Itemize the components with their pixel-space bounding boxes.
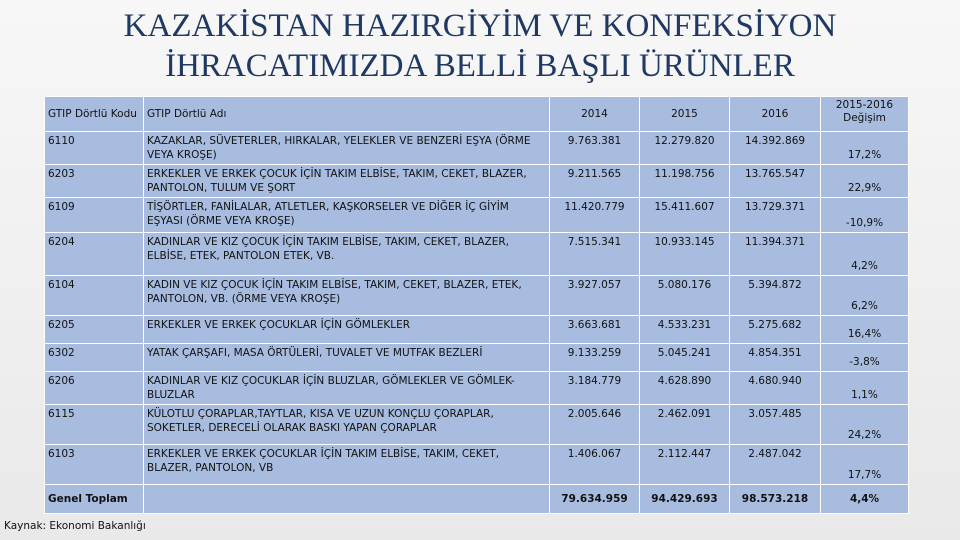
change-cell: 6,2% [821,276,909,316]
value-2015-cell: 11.198.756 [640,165,730,198]
header-2016: 2016 [730,97,821,132]
table-row [45,165,909,198]
value-2014-cell: 7.515.341 [550,233,640,276]
value-2015-cell: 5.045.241 [640,344,730,372]
total-2014-cell: 79.634.959 [550,485,640,514]
source-note: Kaynak: Ekonomi Bakanlığı [4,520,146,532]
table-row [45,316,909,344]
value-2015-cell: 12.279.820 [640,132,730,165]
table-row [45,233,909,276]
header-code: GTIP Dörtlü Kodu [45,97,144,132]
value-2015-cell: 2.462.091 [640,405,730,445]
value-2016-cell: 4.680.940 [730,372,821,405]
code-cell: 6115 [45,405,144,445]
value-2016-cell: 11.394.371 [730,233,821,276]
value-2016-cell: 3.057.485 [730,405,821,445]
total-label-cell: Genel Toplam [45,485,144,514]
product-name-cell: YATAK ÇARŞAFI, MASA ÖRTÜLERİ, TUVALET VE MUTFAK BEZLERİ [144,344,550,372]
title-line-1: KAZAKİSTAN HAZIRGİYİM VE KONFEKSİYON [123,8,837,44]
header-change: 2015-2016 Değişim [821,97,909,132]
value-2016-cell: 5.394.872 [730,276,821,316]
change-cell: 4,2% [821,233,909,276]
change-cell: 17,7% [821,445,909,485]
table-body [45,132,909,514]
value-2016-cell: 5.275.682 [730,316,821,344]
value-2016-cell: 13.765.547 [730,165,821,198]
value-2014-cell: 9.211.565 [550,165,640,198]
value-2016-cell: 13.729.371 [730,198,821,233]
total-empty-cell [144,485,550,514]
value-2016-cell: 2.487.042 [730,445,821,485]
product-name-cell: KADINLAR VE KIZ ÇOCUKLAR İÇİN BLUZLAR, GÖMLEKLER VE GÖMLEK-BLUZLAR [144,372,550,405]
total-2015-cell: 94.429.693 [640,485,730,514]
code-cell: 6110 [45,132,144,165]
value-2015-cell: 10.933.145 [640,233,730,276]
code-cell: 6109 [45,198,144,233]
value-2014-cell: 3.663.681 [550,316,640,344]
code-cell: 6302 [45,344,144,372]
total-row [45,485,909,514]
value-2015-cell: 15.411.607 [640,198,730,233]
value-2014-cell: 11.420.779 [550,198,640,233]
change-cell: 22,9% [821,165,909,198]
table-row [45,198,909,233]
change-cell: -3,8% [821,344,909,372]
table-row [45,132,909,165]
change-cell: 16,4% [821,316,909,344]
table-header-row [45,97,909,132]
product-name-cell: ERKEKLER VE ERKEK ÇOCUKLAR İÇİN GÖMLEKLER [144,316,550,344]
value-2015-cell: 4.533.231 [640,316,730,344]
table-row [45,344,909,372]
header-2015: 2015 [640,97,730,132]
change-cell: -10,9% [821,198,909,233]
value-2016-cell: 14.392.869 [730,132,821,165]
export-products-table [44,96,909,514]
total-change-cell: 4,4% [821,485,909,514]
code-cell: 6103 [45,445,144,485]
table-row [45,372,909,405]
product-name-cell: KADINLAR VE KIZ ÇOCUK İÇİN TAKIM ELBİSE, TAKIM, CEKET, BLAZER, ELBİSE, ETEK, PANTOLON ETEK, VB. [144,233,550,276]
product-name-cell: KAZAKLAR, SÜVETERLER, HIRKALAR, YELEKLER VE BENZERİ EŞYA (ÖRME VEYA KROŞE) [144,132,550,165]
value-2015-cell: 2.112.447 [640,445,730,485]
page-title [0,6,960,86]
table-row [45,445,909,485]
product-name-cell: KÜLOTLU ÇORAPLAR,TAYTLAR, KISA VE UZUN KONÇLU ÇORAPLAR, SOKETLER, DERECELİ OLARAK BASKI YAPAN ÇORAPLAR [144,405,550,445]
code-cell: 6203 [45,165,144,198]
change-cell: 24,2% [821,405,909,445]
value-2014-cell: 3.184.779 [550,372,640,405]
value-2014-cell: 1.406.067 [550,445,640,485]
product-name-cell: ERKEKLER VE ERKEK ÇOCUKLAR İÇİN TAKIM ELBİSE, TAKIM, CEKET, BLAZER, PANTOLON, VB [144,445,550,485]
title-line-2: İHRACATIMIZDA BELLİ BAŞLI ÜRÜNLER [165,48,795,84]
header-2014: 2014 [550,97,640,132]
value-2015-cell: 5.080.176 [640,276,730,316]
code-cell: 6206 [45,372,144,405]
product-name-cell: ERKEKLER VE ERKEK ÇOCUK İÇİN TAKIM ELBİSE, TAKIM, CEKET, BLAZER, PANTOLON, TULUM VE ŞORT [144,165,550,198]
value-2014-cell: 9.133.259 [550,344,640,372]
header-name: GTIP Dörtlü Adı [144,97,550,132]
value-2014-cell: 3.927.057 [550,276,640,316]
product-name-cell: TİŞÖRTLER, FANİLALAR, ATLETLER, KAŞKORSELER VE DİĞER İÇ GİYİM EŞYASI (ÖRME VEYA KROŞE) [144,198,550,233]
product-name-cell: KADIN VE KIZ ÇOCUK İÇİN TAKIM ELBİSE, TAKIM, CEKET, BLAZER, ETEK, PANTOLON, VB. (ÖRME VEYA KROŞE) [144,276,550,316]
value-2015-cell: 4.628.890 [640,372,730,405]
value-2014-cell: 9.763.381 [550,132,640,165]
table-row [45,276,909,316]
value-2016-cell: 4.854.351 [730,344,821,372]
change-cell: 17,2% [821,132,909,165]
total-2016-cell: 98.573.218 [730,485,821,514]
code-cell: 6205 [45,316,144,344]
table-row [45,405,909,445]
code-cell: 6104 [45,276,144,316]
value-2014-cell: 2.005.646 [550,405,640,445]
change-cell: 1,1% [821,372,909,405]
code-cell: 6204 [45,233,144,276]
